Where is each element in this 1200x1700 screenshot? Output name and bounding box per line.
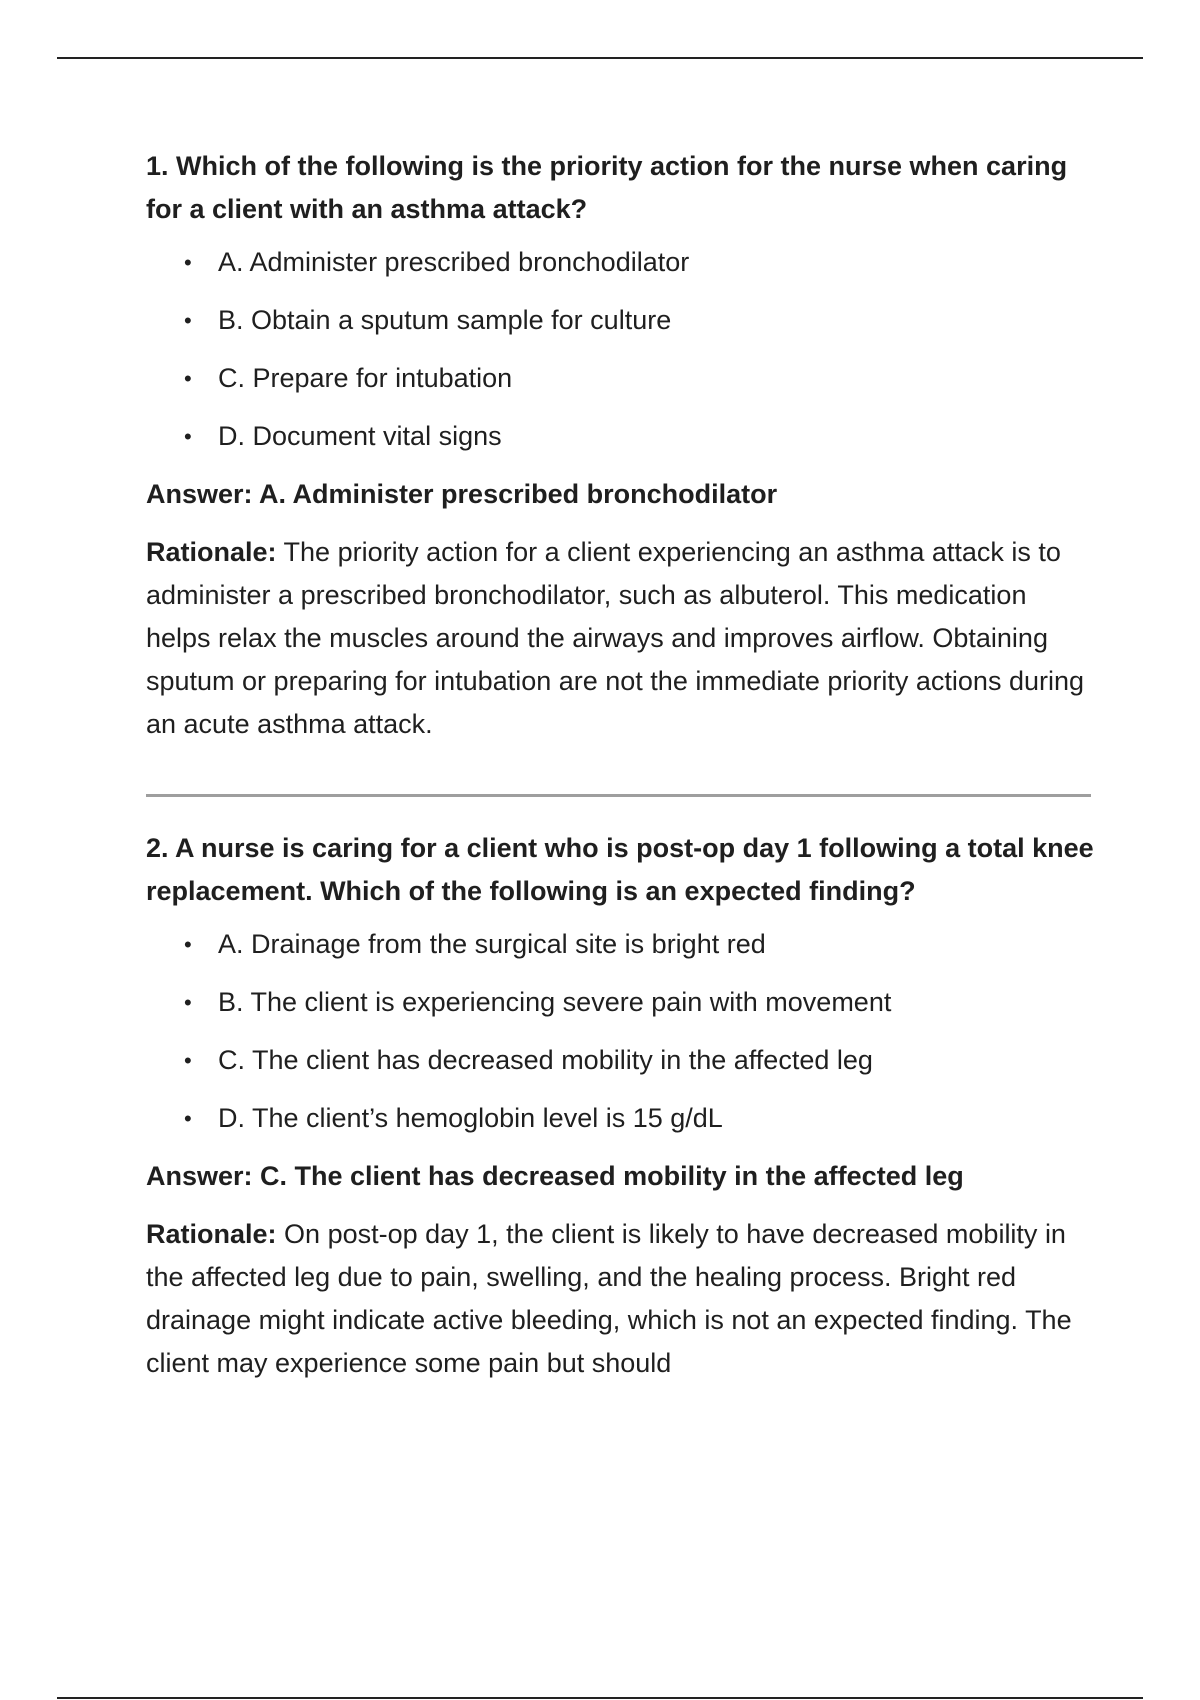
page-top-rule: [57, 57, 1143, 59]
question-1-rationale: [146, 531, 1096, 746]
rationale-label: Rationale:: [146, 537, 277, 567]
question-block-1: [146, 145, 1096, 746]
option-item: [146, 923, 1096, 966]
option-item: [146, 357, 1096, 400]
option-text: B. Obtain a sputum sample for culture: [218, 305, 672, 335]
option-item: [146, 1039, 1096, 1082]
section-divider: [146, 794, 1091, 797]
rationale-text: The priority action for a client experiencing an asthma attack is to administer a prescribed bronchodilator, such as albuterol. This medication helps relax the muscles around the airways and improves airflow. Obtaining sputum or preparing for intubation are not the immediate priority actions during an acute asthma attack.: [146, 537, 1084, 739]
bullet-icon: •: [184, 250, 192, 275]
question-1-options: [146, 241, 1096, 458]
page-bottom-rule: [57, 1697, 1143, 1699]
question-2-rationale: [146, 1213, 1096, 1385]
option-text: A. Drainage from the surgical site is bright red: [218, 929, 766, 959]
question-2-options: [146, 923, 1096, 1140]
document-content: [146, 145, 1096, 1385]
question-2-text: 2. A nurse is caring for a client who is post-op day 1 following a total knee replacement. Which of the following is an expected finding?: [146, 833, 1094, 906]
option-item: [146, 415, 1096, 458]
bullet-icon: •: [184, 308, 192, 333]
option-item: [146, 981, 1096, 1024]
question-1-answer: Answer: A. Administer prescribed bronchodilator: [146, 479, 778, 509]
option-text: D. The client’s hemoglobin level is 15 g/dL: [218, 1103, 723, 1133]
bullet-icon: •: [184, 366, 192, 391]
option-text: C. The client has decreased mobility in the affected leg: [218, 1045, 873, 1075]
option-text: B. The client is experiencing severe pain with movement: [218, 987, 892, 1017]
option-item: [146, 241, 1096, 284]
question-block-2: [146, 827, 1096, 1385]
rationale-text: On post-op day 1, the client is likely to have decreased mobility in the affected leg due to pain, swelling, and the healing process. Bright red drainage might indicate active bleeding, which is not an expected finding. The client may experience some pain but should: [146, 1219, 1072, 1378]
option-item: [146, 1097, 1096, 1140]
option-text: C. Prepare for intubation: [218, 363, 513, 393]
option-item: [146, 299, 1096, 342]
bullet-icon: •: [184, 1048, 192, 1073]
option-text: D. Document vital signs: [218, 421, 502, 451]
rationale-label: Rationale:: [146, 1219, 277, 1249]
bullet-icon: •: [184, 990, 192, 1015]
bullet-icon: •: [184, 424, 192, 449]
question-2-answer: Answer: C. The client has decreased mobility in the affected leg: [146, 1161, 964, 1191]
bullet-icon: •: [184, 1106, 192, 1131]
bullet-icon: •: [184, 932, 192, 957]
question-1-text: 1. Which of the following is the priority action for the nurse when caring for a client with an asthma attack?: [146, 151, 1068, 224]
option-text: A. Administer prescribed bronchodilator: [218, 247, 690, 277]
